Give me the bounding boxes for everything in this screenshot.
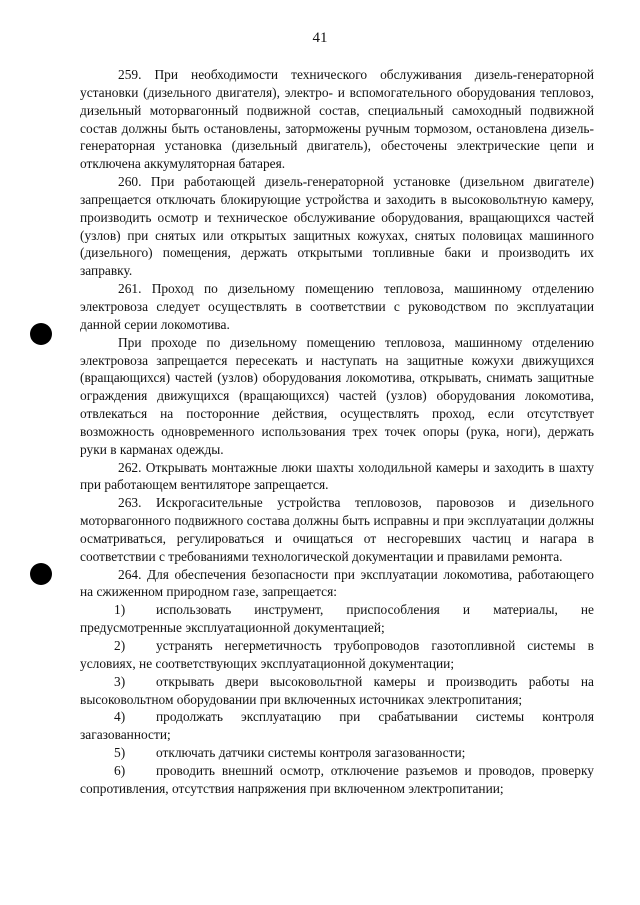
list-item xyxy=(80,708,594,744)
list-item xyxy=(80,762,594,798)
list-item xyxy=(80,673,594,709)
paragraph-259: 259. При необходимости технического обслуживания дизель-генераторной установки (дизельного двигателя), электро- и вспомогательного оборудования тепловоз, дизельный моторвагонный подвижной состав, специальный самоходный подвижной состав должны быть остановлены, заторможены ручным тормозом, остановлена дизель-генераторная установка (дизельный двигатель), обесточены электрические цепи и отключена аккумуляторная батарея. xyxy=(80,67,594,172)
document-body xyxy=(80,66,594,798)
list-item-number: 5) xyxy=(114,745,126,761)
paragraph-263: 263. Искрогасительные устройства тепловозов, паровозов и дизельного моторвагонного подвижного состава должны быть исправны и при эксплуатации должны осматриваться, регулироваться и очищаться от несгоревших частиц и нагара в соответствии с требованиями технологической документации и правилами ремонта. xyxy=(80,495,594,564)
paragraph-262: 262. Открывать монтажные люки шахты холодильной камеры и заходить в шахту при работающем вентиляторе запрещается. xyxy=(80,459,594,493)
list-item-number: 3) xyxy=(114,673,126,689)
list-item-text: отключать датчики системы контроля загазованности; xyxy=(156,745,466,761)
list-item-text: устранять негерметичность трубопроводов газотопливной системы в условиях, не соответствующих эксплуатационной документации; xyxy=(80,638,594,671)
list-item xyxy=(80,637,594,673)
list-item-number: 1) xyxy=(114,602,126,618)
paragraph-261-continued: При проходе по дизельному помещению тепловоза, машинному отделению электровоза запрещается пересекать и наступать на защитные кожухи движущихся (вращающихся) частей (узлов) оборудования локомотива, открывать, снимать защитные ограждения движущихся (вращающихся) частей (узлов) оборудования локомотива, отвлекаться на посторонние действия, осуществлять проход, если отсутствует возможность одновременного использования трех точек опоры (рука, ноги), держать руки в карманах одежды. xyxy=(80,334,594,457)
list-item xyxy=(80,601,594,637)
paragraph-264: 264. Для обеспечения безопасности при эксплуатации локомотива, работающего на сжиженном природном газе, запрещается: xyxy=(80,566,594,600)
punch-hole-top xyxy=(30,323,52,345)
list-item-text: продолжать эксплуатацию при срабатывании системы контроля загазованности; xyxy=(80,709,594,743)
list-item-text: открывать двери высоковольтной камеры и производить работы на высоковольтном оборудовании при включенных источниках электропитания; xyxy=(80,673,594,707)
paragraph-260: 260. При работающей дизель-генераторной установке (дизельном двигателе) запрещается отключать блокирующие устройства и заходить в высоковольтную камеру, производить осмотр и техническое обслуживание оборудования, вращающихся частей (узлов) при снятых или открытых защитных кожухах, снятых половицах машинного (дизельного) помещения, держать открытыми топливные баки и производить их заправку. xyxy=(80,174,594,279)
paragraph-261: 261. Проход по дизельному помещению тепловоза, машинному отделению электровоза следует осуществлять в соответствии с руководством по эксплуатации данной серии локомотива. xyxy=(80,281,594,332)
page-number: 41 xyxy=(312,30,328,46)
list-item xyxy=(80,744,594,762)
list-item-number: 4) xyxy=(114,709,126,725)
list-item-text: использовать инструмент, приспособления и материалы, не предусмотренные эксплуатационной документацией; xyxy=(80,602,594,636)
list-item-number: 2) xyxy=(114,638,126,653)
list-item-number: 6) xyxy=(114,762,126,778)
punch-hole-bottom xyxy=(30,563,52,585)
list-item-text: проводить внешний осмотр, отключение разъемов и проводов, проверку сопротивления, отсутствия напряжения при включенном электропитании; xyxy=(80,762,594,796)
